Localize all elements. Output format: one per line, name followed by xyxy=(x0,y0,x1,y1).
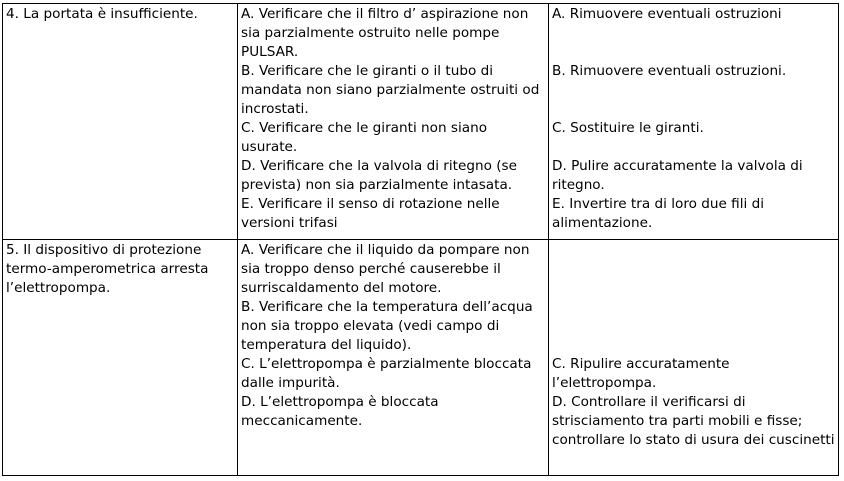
check-item-e: E. Verificare il senso di rotazione nelle versioni trifasi xyxy=(241,196,500,231)
check-item-c: C. L’elettropompa è parzialmente bloccata dalle impurità. xyxy=(241,356,532,391)
check-item-d: D. Verificare che la valvola di ritegno (se prevista) non sia parzialmente intasata. xyxy=(241,158,517,193)
problem-text: 4. La portata è insufficiente. xyxy=(6,6,198,22)
remedy-item-b: B. Rimuovere eventuali ostruzioni. xyxy=(552,63,787,79)
remedy-gap xyxy=(552,24,835,43)
troubleshooting-table xyxy=(2,3,839,476)
remedy-item-d: D. Pulire accuratamente la valvola di ritegno. xyxy=(552,158,803,193)
remedy-item-d: D. Controllare il verificarsi di strisciamento tra parti mobili e fisse; controllare lo stato di usura dei cuscinetti xyxy=(552,394,835,448)
problem-text: 5. Il dispositivo di protezione termo-amperometrica arresta l’elettropompa. xyxy=(6,242,209,296)
remedy-gap xyxy=(552,336,835,355)
remedy-gap xyxy=(552,298,835,317)
remedy-gap xyxy=(552,43,835,62)
check-item-b: B. Verificare che le giranti o il tubo di mandata non siano parzialmente ostruiti od incrostati. xyxy=(241,63,540,117)
table-row xyxy=(3,240,839,476)
check-item-a: A. Verificare che il liquido da pompare non sia troppo denso perché causerebbe il surriscaldamento del motore. xyxy=(241,242,530,296)
remedy-gap xyxy=(552,279,835,298)
remedy-gap xyxy=(552,100,835,119)
problem-cell xyxy=(3,4,238,240)
remedy-gap xyxy=(552,241,835,260)
remedy-gap xyxy=(552,260,835,279)
remedy-gap xyxy=(552,138,835,157)
check-item-a: A. Verificare che il filtro d’ aspirazione non sia parzialmente ostruito nelle pompe PULSAR. xyxy=(241,6,529,60)
remedy-gap xyxy=(552,317,835,336)
remedy-item-c: C. Sostituire le giranti. xyxy=(552,120,704,136)
problem-cell xyxy=(3,240,238,476)
checks-cell xyxy=(238,240,549,476)
check-item-d: D. L’elettropompa è bloccata meccanicamente. xyxy=(241,394,439,429)
remedies-cell xyxy=(549,240,839,476)
remedy-item-e: E. Invertire tra di loro due fili di alimentazione. xyxy=(552,196,765,231)
remedy-gap xyxy=(552,81,835,100)
table-row xyxy=(3,4,839,240)
checks-cell xyxy=(238,4,549,240)
remedy-item-a: A. Rimuovere eventuali ostruzioni xyxy=(552,6,782,22)
check-item-b: B. Verificare che la temperatura dell’acqua non sia troppo elevata (vedi campo di temperatura del liquido). xyxy=(241,299,533,353)
remedy-item-c: C. Ripulire accuratamente l’elettropompa. xyxy=(552,356,730,391)
remedies-cell xyxy=(549,4,839,240)
check-item-c: C. Verificare che le giranti non siano usurate. xyxy=(241,120,488,155)
